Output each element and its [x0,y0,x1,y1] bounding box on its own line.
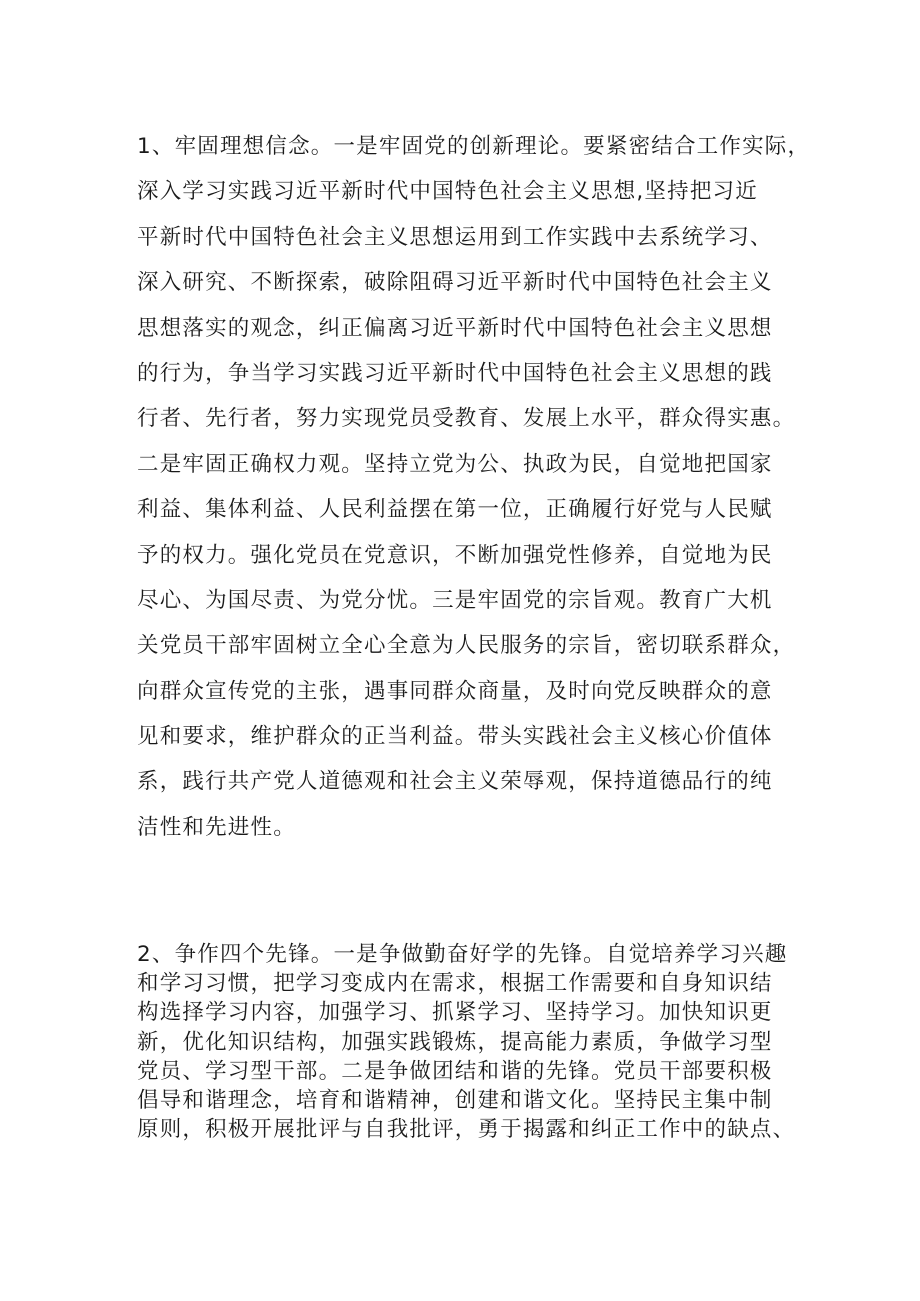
text-line: 系，践行共产党人道德观和社会主义荣辱观，保持道德品行的纯 [137,769,773,795]
text-line: 见和要求，维护群众的正当利益。带头实践社会主义核心价值体 [137,724,773,750]
text-line: 倡导和谐理念，培育和谐精神，创建和谐文化。坚持民主集中制 [137,1087,773,1113]
text-line: 深入学习实践习近平新时代中国特色社会主义思想,坚持把习近 [137,179,758,205]
text-line: 向群众宣传党的主张，遇事同群众商量，及时向党反映群众的意 [137,678,773,704]
text-line: 二是牢固正确权力观。坚持立党为公、执政为民，自觉地把国家 [137,451,773,477]
text-line: 洁性和先进性。 [137,814,296,840]
text-line: 和学习习惯，把学习变成内在需求，根据工作需要和自身知识结 [137,971,773,997]
text-line: 2、争作四个先锋。一是争做勤奋好学的先锋。自觉培养学习兴趣 [137,942,788,967]
text-line: 深入研究、不断探索，破除阻碍习近平新时代中国特色社会主义 [137,270,773,296]
text-line: 关党员干部牢固树立全心全意为人民服务的宗旨，密切联系群众， [137,633,796,659]
text-line: 利益、集体利益、人民利益摆在第一位，正确履行好党与人民赋 [137,497,773,523]
text-line: 原则，积极开展批评与自我批评，勇于揭露和纠正工作中的缺点、 [137,1117,796,1143]
paragraph-2-four-vanguards [137,940,795,1144]
text-line: 尽心、为国尽责、为党分忧。三是牢固党的宗旨观。教育广大机 [137,587,773,613]
text-line: 党员、学习型干部。二是争做团结和谐的先锋。党员干部要积极 [137,1058,773,1084]
text-line: 构选择学习内容，加强学习、抓紧学习、坚持学习。加快知识更 [137,1000,773,1026]
text-line: 1、牢固理想信念。一是牢固党的创新理论。要紧密结合工作实际， [137,134,811,159]
paragraph-1-strengthen-ideals [137,124,810,850]
text-line: 思想落实的观念，纠正偏离习近平新时代中国特色社会主义思想 [137,315,773,341]
text-line: 行者、先行者，努力实现党员受教育、发展上水平，群众得实惠。 [137,406,796,432]
text-line: 新，优化知识结构，加强实践锻炼，提高能力素质，争做学习型 [137,1029,773,1055]
text-line: 平新时代中国特色社会主义思想运用到工作实践中去系统学习、 [137,224,773,250]
text-line: 予的权力。强化党员在党意识，不断加强党性修养，自觉地为民 [137,542,773,568]
text-line: 的行为，争当学习实践习近平新时代中国特色社会主义思想的践 [137,360,773,386]
